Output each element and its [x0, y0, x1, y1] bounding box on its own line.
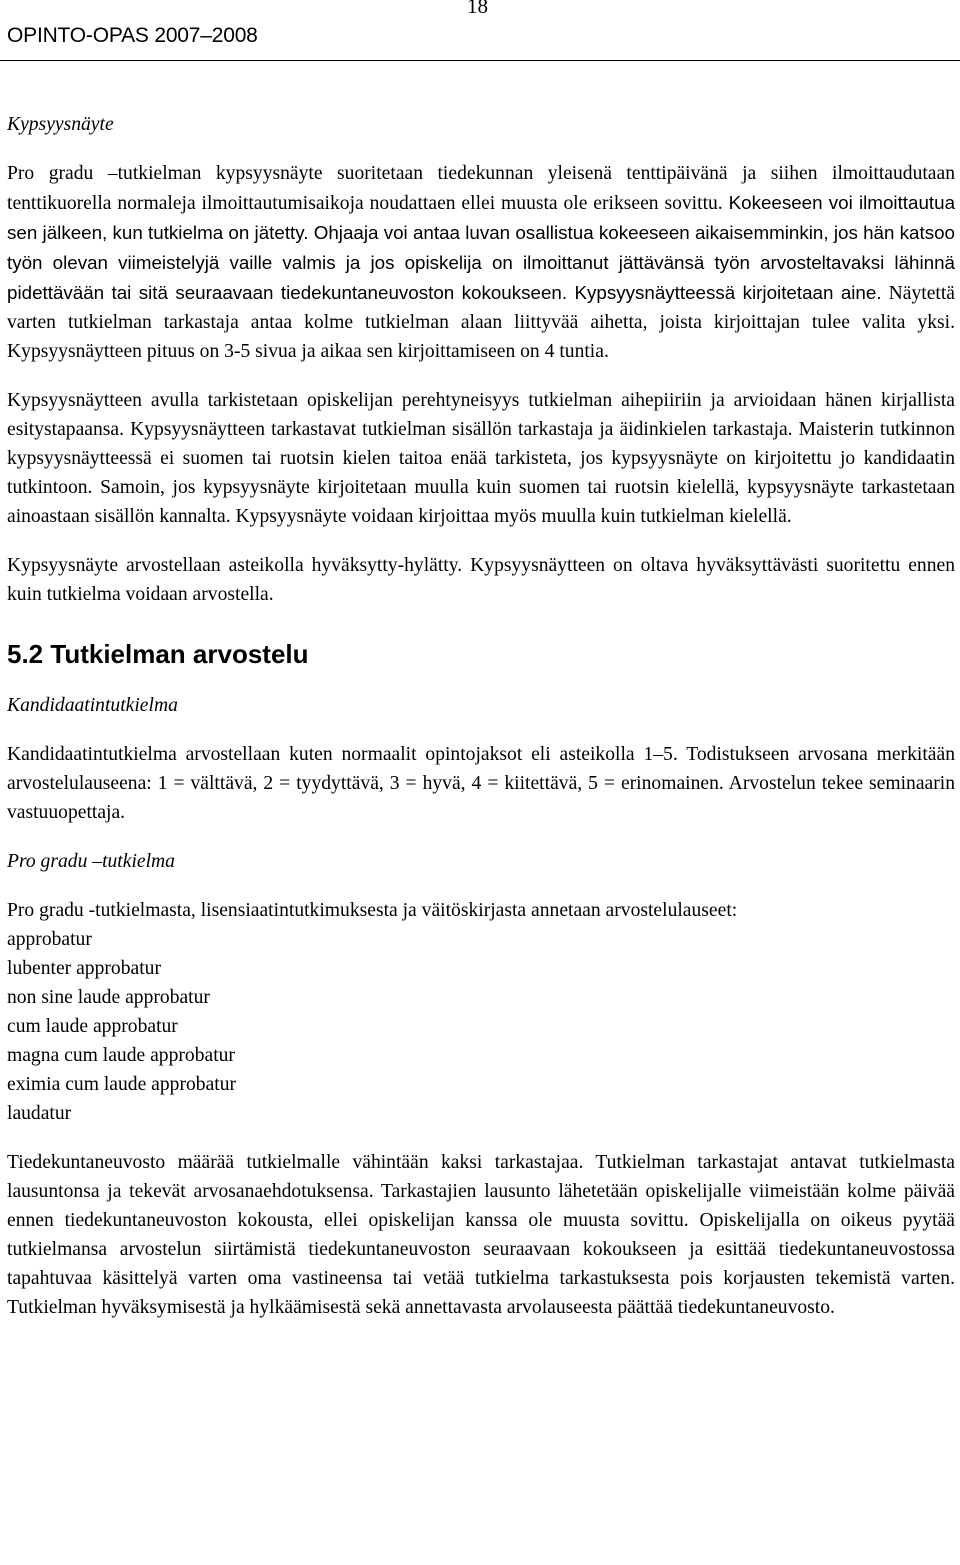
- spacer: [7, 1128, 955, 1148]
- spacer: [7, 609, 955, 637]
- spacer: [7, 720, 955, 740]
- grade-item: non sine laude approbatur: [7, 987, 210, 1008]
- paragraph-sans-part: Kokeeseen voi ilmoittautua sen jälkeen, kun tutkielma on jätetty. Ohjaaja voi antaa luvan osallistua kokeeseen aikaisemminkin, jos hän katsoo työn olevan viimeistelyjä vaille valmis ja jos opiskelija on ilmoittanut jättävänsä työn arvosteltavaksi lähinnä pidettävään tai sitä seuraavaan tiedekuntaneuvoston kokoukseen. Kypsyysnäytteessä kirjoitetaan aine.: [7, 192, 956, 303]
- section-title: 5.2 Tutkielman arvostelu: [7, 639, 309, 669]
- header-rule: [0, 60, 960, 61]
- spacer: [7, 671, 955, 691]
- spacer: [7, 876, 955, 896]
- grade-list: [7, 925, 955, 1128]
- grade-item: lubenter approbatur: [7, 958, 161, 979]
- kypsyysnayte-heading: Kypsyysnäyte: [7, 114, 114, 135]
- grade-item: approbatur: [7, 929, 92, 950]
- kandidaatti-paragraph: Kandidaatintutkielma arvostellaan kuten normaalit opintojaksot eli asteikolla 1–5. Todistukseen arvosana merkitään arvostelulauseena: 1 = välttävä, 2 = tyydyttävä, 3 = hyvä, 4 = kiitettävä, 5 = erinomainen. Arvostelun tekee seminaarin vastuuopettaja.: [7, 744, 955, 823]
- kandidaatti-heading: Kandidaatintutkielma: [7, 695, 178, 716]
- spacer: [7, 139, 955, 159]
- grade-item: magna cum laude approbatur: [7, 1045, 235, 1066]
- kypsyysnayte-paragraph-2: Kypsyysnäytteen avulla tarkistetaan opiskelijan perehtyneisyys tutkielman aihepiiriin ja arvioidaan hänen kirjallista esitystapaansa. Kypsyysnäytteen tarkastavat tutkielman sisällön tarkastaja ja äidinkielen tarkastaja. Maisterin tutkinnon kypsyysnäytteessä ei suomen tai ruotsin kielen taitoa enää tarkisteta, jos kypsyysnäyte on kirjoitettu jo kandidaatin tutkintoon. Samoin, jos kypsyysnäyte kirjoitetaan muulla kuin suomen tai ruotsin kielellä, kypsyysnäyte tarkastetaan ainoastaan sisällön kannalta. Kypsyysnäyte voidaan kirjoittaa myös muulla kuin tutkielman kielellä.: [7, 390, 955, 527]
- spacer: [7, 366, 955, 386]
- gradu-heading: Pro gradu –tutkielma: [7, 851, 175, 872]
- grade-item: laudatur: [7, 1103, 72, 1124]
- kypsyysnayte-paragraph-1: [7, 159, 955, 366]
- spacer: [7, 827, 955, 847]
- header-title: OPINTO-OPAS 2007–2008: [7, 24, 258, 47]
- final-paragraph: Tiedekuntaneuvosto määrää tutkielmalle vähintään kaksi tarkastajaa. Tutkielman tarkastajat antavat tutkielmasta lausuntonsa ja tekevät arvosanaehdotuksensa. Tarkastajien lausunto lähetetään opiskelijalle viimeistään kolme päivää ennen tiedekuntaneuvoston kokousta, ellei opiskelijan kanssa ole muusta sovittu. Opiskelijalla on oikeus pyytää tutkielmansa arvostelun siirtämistä tiedekuntaneuvoston seuraavaan kokoukseen ja esittää tiedekuntaneuvostossa tapahtuvaa käsittelyä varten oma vastineensa tai vetää tutkielma tarkastuksesta pois korjausten tekemistä varten. Tutkielman hyväksymisestä ja hylkäämisestä sekä annettavasta arvolauseesta päättää tiedekuntaneuvosto.: [7, 1152, 955, 1318]
- gradu-intro: Pro gradu -tutkielmasta, lisensiaatintutkimuksesta ja väitöskirjasta annetaan arvostelulauseet:: [7, 900, 738, 921]
- kypsyysnayte-paragraph-3: Kypsyysnäyte arvostellaan asteikolla hyväksytty-hylätty. Kypsyysnäytteen on oltava hyväksyttävästi suoritettu ennen kuin tutkielma voidaan arvostella.: [7, 555, 955, 605]
- grade-item: cum laude approbatur: [7, 1016, 178, 1037]
- page-number: 18: [467, 0, 488, 18]
- paragraph-serif-part: Pro gradu –tutkielman kypsyysnäyte suoritetaan tiedekunnan yleisenä tenttipäivänä ja siihen ilmoittaudutaan tenttikuorella normaleja ilmoittautumisaikoja noudattaen ellei muusta ole erikseen sovittu.: [7, 163, 955, 214]
- content: [7, 110, 955, 1322]
- spacer: [7, 531, 955, 551]
- grade-item: eximia cum laude approbatur: [7, 1074, 237, 1095]
- paragraph-rest-part: Näytettä varten tutkielman tarkastaja antaa kolme tutkielman alaan liittyvää aihetta, joista kirjoittajan tulee valita yksi. Kypsyysnäytteen pituus on 3-5 sivua ja aikaa sen kirjoittamiseen on 4 tuntia.: [7, 283, 955, 362]
